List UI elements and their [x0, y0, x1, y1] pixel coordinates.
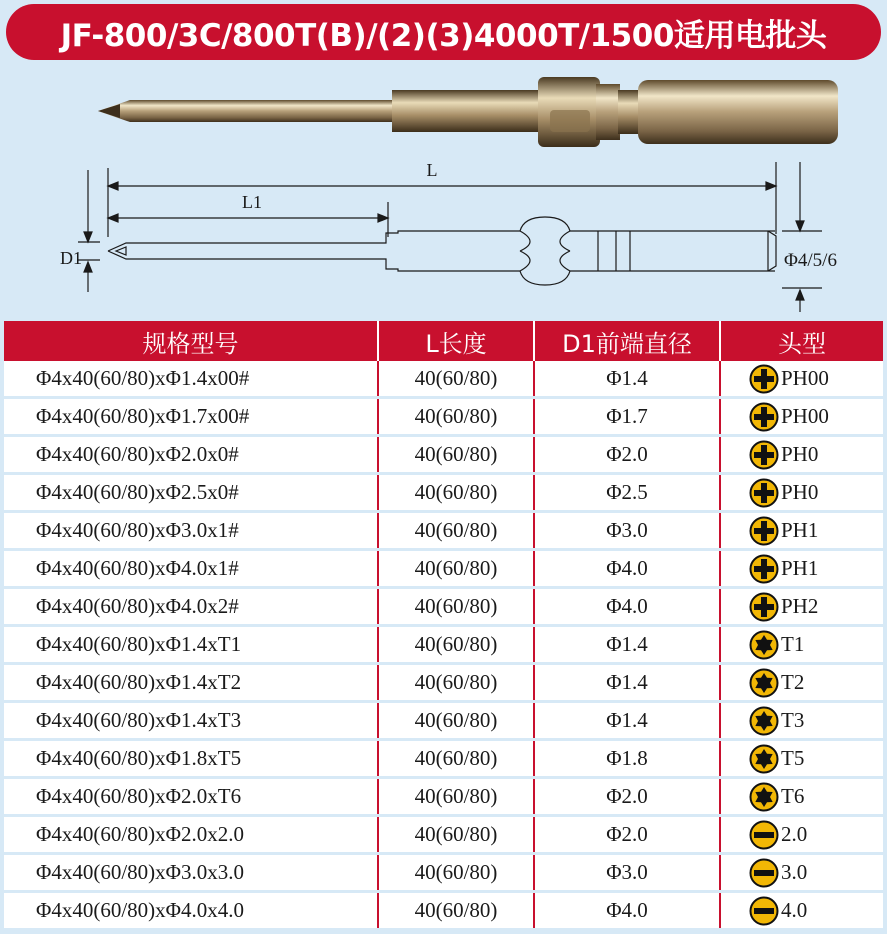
phillips-icon — [749, 440, 779, 470]
cell-diameter: Φ4.0 — [534, 550, 720, 588]
head-type-label: PH00 — [781, 366, 829, 390]
cell-length: 40(60/80) — [378, 892, 534, 930]
table-row — [4, 436, 883, 474]
head-type-label: T3 — [781, 708, 805, 732]
head-type-label: PH0 — [781, 480, 819, 504]
table-row — [4, 361, 883, 398]
dimension-label-phi: Φ4/5/6 — [784, 250, 837, 271]
cell-head-type — [720, 626, 883, 664]
head-type-label: 2.0 — [781, 822, 808, 846]
cell-head-type — [720, 436, 883, 474]
header-length: L长度 — [378, 321, 534, 361]
head-type-label: PH0 — [781, 442, 819, 466]
slotted-icon — [749, 820, 779, 850]
bit-dimension-drawing — [78, 162, 822, 312]
cell-diameter: Φ2.0 — [534, 436, 720, 474]
cell-model: Φ4x40(60/80)xΦ4.0x1# — [4, 550, 378, 588]
table-row — [4, 398, 883, 436]
header-head-type: 头型 — [720, 321, 883, 361]
dimension-label-l1: L1 — [242, 192, 262, 212]
cell-head-type — [720, 740, 883, 778]
header-diameter: D1前端直径 — [534, 321, 720, 361]
cell-model: Φ4x40(60/80)xΦ2.0xT6 — [4, 778, 378, 816]
slotted-icon — [749, 858, 779, 888]
cell-head-type — [720, 512, 883, 550]
torx-icon — [749, 668, 779, 698]
cell-model: Φ4x40(60/80)xΦ1.4xT2 — [4, 664, 378, 702]
cell-diameter: Φ2.0 — [534, 778, 720, 816]
dimension-label-d1: D1 — [60, 248, 82, 268]
cell-diameter: Φ1.4 — [534, 702, 720, 740]
slotted-icon — [749, 896, 779, 926]
cell-length: 40(60/80) — [378, 474, 534, 512]
table-row — [4, 702, 883, 740]
torx-icon — [749, 630, 779, 660]
table-row — [4, 474, 883, 512]
table-row — [4, 816, 883, 854]
head-type-label: T6 — [781, 784, 805, 808]
cell-length: 40(60/80) — [378, 664, 534, 702]
cell-length: 40(60/80) — [378, 512, 534, 550]
table-row — [4, 664, 883, 702]
table-row — [4, 892, 883, 930]
cell-model: Φ4x40(60/80)xΦ2.0x0# — [4, 436, 378, 474]
cell-model: Φ4x40(60/80)xΦ4.0x4.0 — [4, 892, 378, 930]
cell-diameter: Φ1.4 — [534, 361, 720, 398]
head-type-label: PH2 — [781, 594, 819, 618]
cell-model: Φ4x40(60/80)xΦ2.0x2.0 — [4, 816, 378, 854]
cell-length: 40(60/80) — [378, 626, 534, 664]
table-row — [4, 740, 883, 778]
cell-diameter: Φ4.0 — [534, 892, 720, 930]
cell-head-type — [720, 892, 883, 930]
cell-model: Φ4x40(60/80)xΦ1.7x00# — [4, 398, 378, 436]
cell-model: Φ4x40(60/80)xΦ4.0x2# — [4, 588, 378, 626]
cell-diameter: Φ1.4 — [534, 664, 720, 702]
spec-table — [4, 321, 883, 931]
torx-icon — [749, 744, 779, 774]
head-type-label: T5 — [781, 746, 805, 770]
cell-diameter: Φ1.8 — [534, 740, 720, 778]
cell-length: 40(60/80) — [378, 816, 534, 854]
table-header-row — [4, 321, 883, 361]
head-type-label: T1 — [781, 632, 805, 656]
cell-head-type — [720, 816, 883, 854]
cell-head-type — [720, 778, 883, 816]
cell-diameter: Φ4.0 — [534, 588, 720, 626]
cell-head-type — [720, 854, 883, 892]
table-row — [4, 588, 883, 626]
cell-diameter: Φ3.0 — [534, 854, 720, 892]
cell-model: Φ4x40(60/80)xΦ3.0x3.0 — [4, 854, 378, 892]
header-model: 规格型号 — [4, 321, 378, 361]
phillips-icon — [749, 516, 779, 546]
head-type-label: 4.0 — [781, 898, 808, 922]
head-type-label: PH1 — [781, 556, 819, 580]
cell-diameter: Φ1.4 — [534, 626, 720, 664]
cell-diameter: Φ1.7 — [534, 398, 720, 436]
cell-head-type — [720, 664, 883, 702]
bit-photo — [98, 77, 838, 147]
screwdriver-bit-illustration — [0, 62, 887, 320]
head-type-label: PH00 — [781, 404, 829, 428]
phillips-icon — [749, 592, 779, 622]
table-row — [4, 626, 883, 664]
table-row — [4, 778, 883, 816]
phillips-icon — [749, 402, 779, 432]
cell-diameter: Φ2.0 — [534, 816, 720, 854]
head-type-label: 3.0 — [781, 860, 808, 884]
cell-model: Φ4x40(60/80)xΦ1.4x00# — [4, 361, 378, 398]
phillips-icon — [749, 554, 779, 584]
cell-model: Φ4x40(60/80)xΦ3.0x1# — [4, 512, 378, 550]
cell-length: 40(60/80) — [378, 854, 534, 892]
table-row — [4, 854, 883, 892]
torx-icon — [749, 782, 779, 812]
torx-icon — [749, 706, 779, 736]
cell-head-type — [720, 588, 883, 626]
cell-diameter: Φ2.5 — [534, 474, 720, 512]
page-title: JF-800/3C/800T(B)/(2)(3)4000T/1500适用电批头 — [6, 4, 881, 60]
cell-model: Φ4x40(60/80)xΦ2.5x0# — [4, 474, 378, 512]
cell-length: 40(60/80) — [378, 361, 534, 398]
head-type-label: T2 — [781, 670, 805, 694]
phillips-icon — [749, 478, 779, 508]
cell-length: 40(60/80) — [378, 702, 534, 740]
head-type-label: PH1 — [781, 518, 819, 542]
cell-head-type — [720, 474, 883, 512]
cell-length: 40(60/80) — [378, 778, 534, 816]
cell-diameter: Φ3.0 — [534, 512, 720, 550]
table-row — [4, 512, 883, 550]
cell-head-type — [720, 361, 883, 398]
cell-model: Φ4x40(60/80)xΦ1.8xT5 — [4, 740, 378, 778]
cell-model: Φ4x40(60/80)xΦ1.4xT1 — [4, 626, 378, 664]
cell-head-type — [720, 702, 883, 740]
cell-length: 40(60/80) — [378, 398, 534, 436]
phillips-icon — [749, 364, 779, 394]
dimension-label-l: L — [426, 160, 438, 180]
table-row — [4, 550, 883, 588]
cell-length: 40(60/80) — [378, 436, 534, 474]
cell-length: 40(60/80) — [378, 740, 534, 778]
cell-head-type — [720, 398, 883, 436]
cell-length: 40(60/80) — [378, 588, 534, 626]
cell-length: 40(60/80) — [378, 550, 534, 588]
cell-model: Φ4x40(60/80)xΦ1.4xT3 — [4, 702, 378, 740]
cell-head-type — [720, 550, 883, 588]
